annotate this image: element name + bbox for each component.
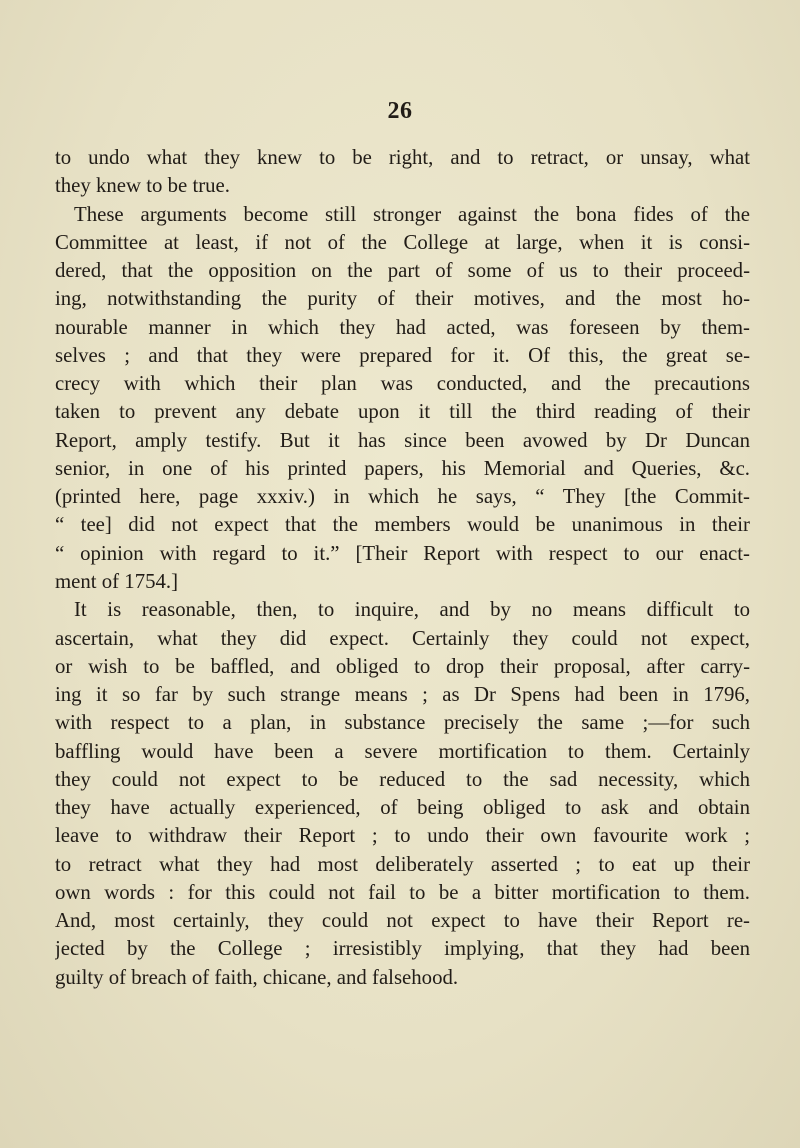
text-line: (printed here, page xxxiv.) in which he says, “ They [the Commit- bbox=[55, 485, 750, 509]
text-line: jected by the College ; irresistibly implying, that they had been bbox=[55, 937, 750, 961]
text-line: guilty of breach of faith, chicane, and falsehood. bbox=[55, 965, 459, 989]
text-line: These arguments become still stronger against the bona fides of the bbox=[74, 202, 750, 226]
text-line: And, most certainly, they could not expect to have their Report re- bbox=[55, 909, 750, 933]
text-line: ing, notwithstanding the purity of their motives, and the most ho- bbox=[55, 287, 750, 311]
text-line: “ opinion with regard to it.” [Their Report with respect to our enact- bbox=[55, 541, 750, 565]
text-line: to retract what they had most deliberately asserted ; to eat up their bbox=[55, 852, 750, 876]
text-line: taken to prevent any debate upon it till the third reading of their bbox=[55, 400, 750, 424]
text-line: ing it so far by such strange means ; as Dr Spens had been in 1796, bbox=[55, 683, 750, 707]
text-line: baffling would have been a severe mortification to them. Certainly bbox=[55, 739, 750, 763]
text-line: with respect to a plan, in substance precisely the same ;—for such bbox=[55, 711, 750, 735]
page-number: 26 bbox=[387, 98, 413, 124]
text-line: Committee at least, if not of the College at large, when it is consi- bbox=[55, 230, 750, 254]
text-line: selves ; and that they were prepared for it. Of this, the great se- bbox=[55, 343, 750, 367]
text-line: crecy with which their plan was conducted, and the precautions bbox=[55, 372, 750, 396]
text-line: ment of 1754.] bbox=[55, 569, 179, 593]
text-line: they have actually experienced, of being obliged to ask and obtain bbox=[55, 796, 750, 820]
text-line: senior, in one of his printed papers, his Memorial and Queries, &c. bbox=[55, 456, 750, 480]
text-line: or wish to be baffled, and obliged to drop their proposal, after carry- bbox=[55, 654, 750, 678]
text-line: nourable manner in which they had acted, was foreseen by them- bbox=[55, 315, 750, 339]
text-line: It is reasonable, then, to inquire, and by no means difficult to bbox=[74, 598, 750, 622]
text-line: ascertain, what they did expect. Certainly they could not expect, bbox=[55, 626, 750, 650]
text-line: own words : for this could not fail to be a bitter mortification to them. bbox=[55, 880, 750, 904]
text-line: to undo what they knew to be right, and to retract, or unsay, what bbox=[55, 146, 750, 169]
text-line: dered, that the opposition on the part of some of us to their proceed- bbox=[55, 259, 750, 283]
text-line: leave to withdraw their Report ; to undo their own favourite work ; bbox=[55, 824, 750, 848]
text-line: “ tee] did not expect that the members would be unanimous in their bbox=[55, 513, 750, 537]
body-text bbox=[55, 144, 750, 992]
text-line: they knew to be true. bbox=[55, 174, 230, 198]
text-line: Report, amply testify. But it has since been avowed by Dr Duncan bbox=[55, 428, 750, 452]
text-line: they could not expect to be reduced to the sad necessity, which bbox=[55, 767, 750, 791]
